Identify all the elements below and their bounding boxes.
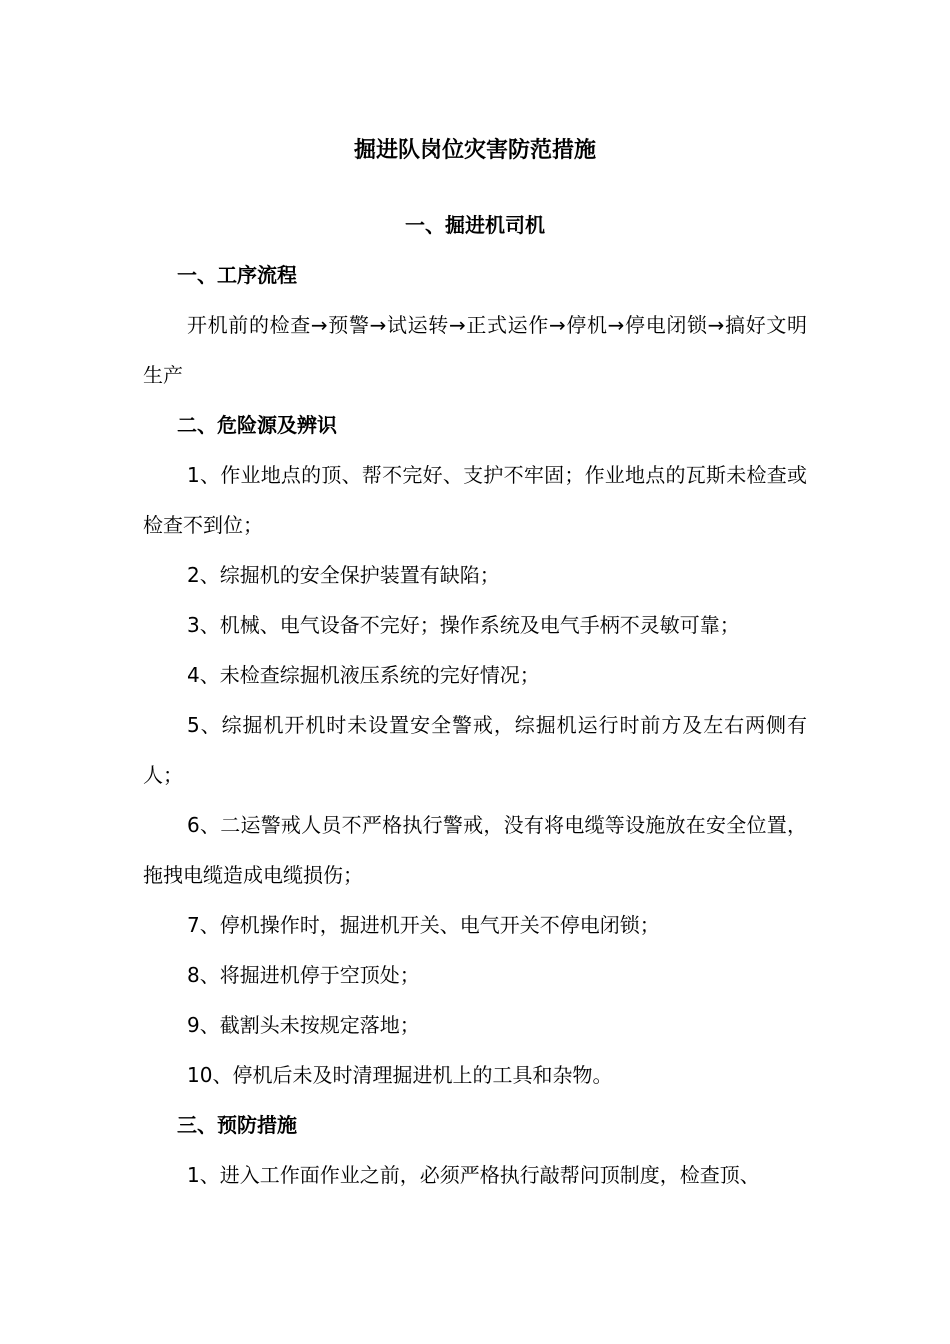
hazard-item: 6、二运警戒人员不严格执行警戒，没有将电缆等设施放在安全位置，拖拽电缆造成电缆损伤； bbox=[143, 813, 807, 887]
hazard-item: 8、将掘进机停于空顶处； bbox=[187, 963, 420, 987]
hazard-item: 5、综掘机开机时未设置安全警戒，综掘机运行时前方及左右两侧有人； bbox=[143, 713, 807, 787]
hazard-item: 9、截割头未按规定落地； bbox=[187, 1013, 420, 1037]
document-title: 掘进队岗位灾害防范措施 bbox=[353, 138, 596, 163]
heading-measures: 三、预防措施 bbox=[177, 1113, 297, 1137]
hazard-item: 4、未检查综掘机液压系统的完好情况； bbox=[187, 663, 540, 687]
hazard-item: 2、综掘机的安全保护装置有缺陷； bbox=[187, 563, 500, 587]
hazard-item: 7、停机操作时，掘进机开关、电气开关不停电闭锁； bbox=[187, 913, 660, 937]
heading-hazards: 二、危险源及辨识 bbox=[177, 413, 337, 437]
measure-item: 1、进入工作面作业之前，必须严格执行敲帮问顶制度，检查顶、 bbox=[187, 1163, 760, 1187]
hazard-item: 10、停机后未及时清理掘进机上的工具和杂物。 bbox=[187, 1063, 613, 1087]
heading-process: 一、工序流程 bbox=[177, 263, 297, 287]
process-paragraph: 开机前的检查→预警→试运转→正式运作→停机→停电闭锁→搞好文明生产 bbox=[143, 313, 807, 387]
hazard-item: 3、机械、电气设备不完好；操作系统及电气手柄不灵敏可靠； bbox=[187, 613, 740, 637]
hazard-item: 1、作业地点的顶、帮不完好、支护不牢固；作业地点的瓦斯未检查或检查不到位； bbox=[143, 463, 807, 537]
section-title: 一、掘进机司机 bbox=[405, 213, 545, 237]
document-body bbox=[143, 126, 807, 1200]
